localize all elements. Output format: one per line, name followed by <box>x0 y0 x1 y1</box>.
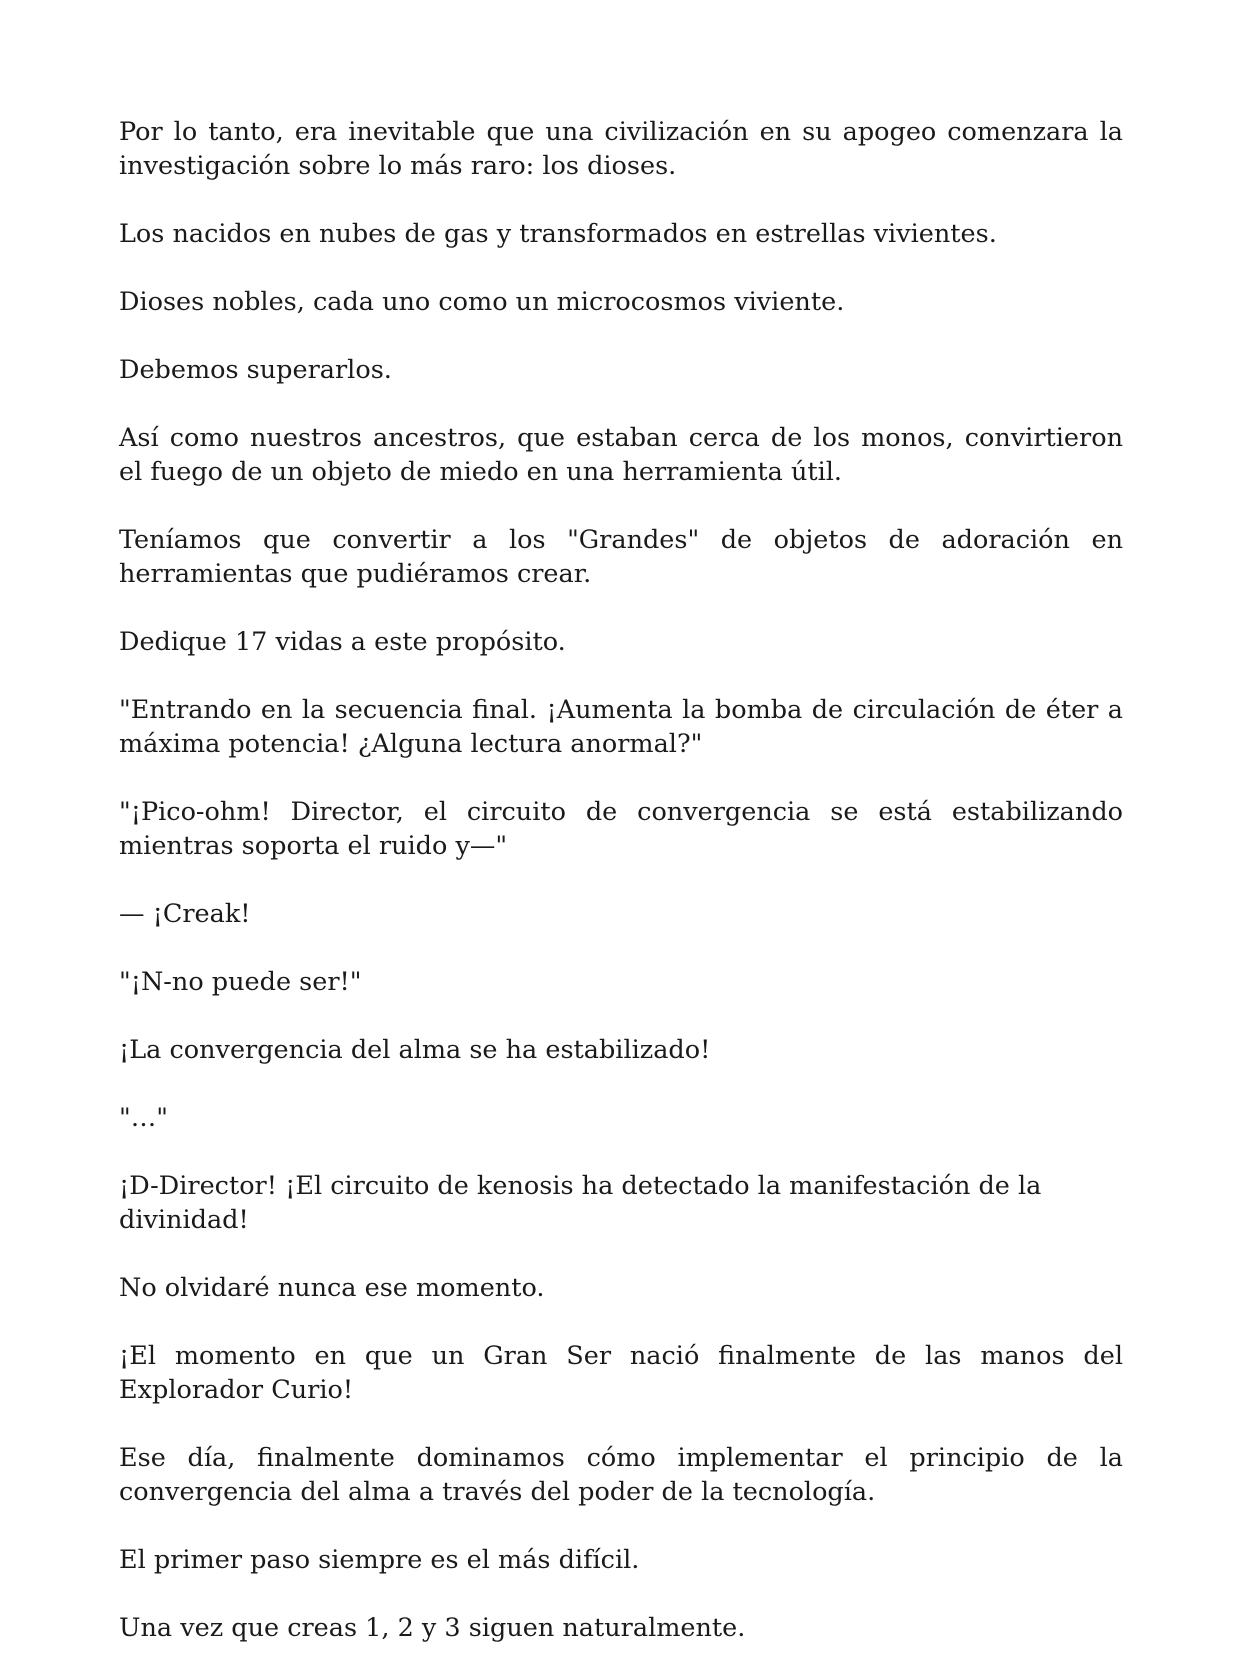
document-body <box>119 115 1123 1679</box>
paragraph: ¡El momento en que un Gran Ser nació finalmente de las manos del Explorador Curio! <box>119 1341 1123 1405</box>
paragraph: El primer paso siempre es el más difícil. <box>119 1545 640 1575</box>
paragraph: Una vez que creas 1, 2 y 3 siguen naturalmente. <box>119 1613 746 1643</box>
paragraph: Por lo tanto, era inevitable que una civilización en su apogeo comenzara la investigación sobre lo más raro: los dioses. <box>119 117 1123 181</box>
paragraph: "Entrando en la secuencia final. ¡Aumenta la bomba de circulación de éter a máxima potencia! ¿Alguna lectura anormal?" <box>119 695 1123 759</box>
paragraph: ¡D-Director! ¡El circuito de kenosis ha detectado la manifestación de la divinidad! <box>119 1171 1042 1235</box>
paragraph: Debemos superarlos. <box>119 355 392 385</box>
paragraph: Así como nuestros ancestros, que estaban cerca de los monos, convirtieron el fuego de un objeto de miedo en una herramienta útil. <box>119 423 1123 487</box>
paragraph: Dioses nobles, cada uno como un microcosmos viviente. <box>119 287 845 317</box>
paragraph: Teníamos que convertir a los "Grandes" de objetos de adoración en herramientas que pudiéramos crear. <box>119 525 1123 589</box>
paragraph: Los nacidos en nubes de gas y transformados en estrellas vivientes. <box>119 219 997 249</box>
paragraph: Dedique 17 vidas a este propósito. <box>119 627 566 657</box>
paragraph: No olvidaré nunca ese momento. <box>119 1273 545 1303</box>
paragraph: — ¡Creak! <box>119 899 251 929</box>
paragraph: "¡N-no puede ser!" <box>119 967 362 997</box>
paragraph: "…" <box>119 1103 168 1133</box>
paragraph: Ese día, finalmente dominamos cómo implementar el principio de la convergencia del alma a través del poder de la tecnología. <box>119 1443 1123 1507</box>
paragraph: "¡Pico-ohm! Director, el circuito de convergencia se está estabilizando mientras soporta el ruido y—" <box>119 797 1123 861</box>
paragraph: ¡La convergencia del alma se ha estabilizado! <box>119 1035 711 1065</box>
